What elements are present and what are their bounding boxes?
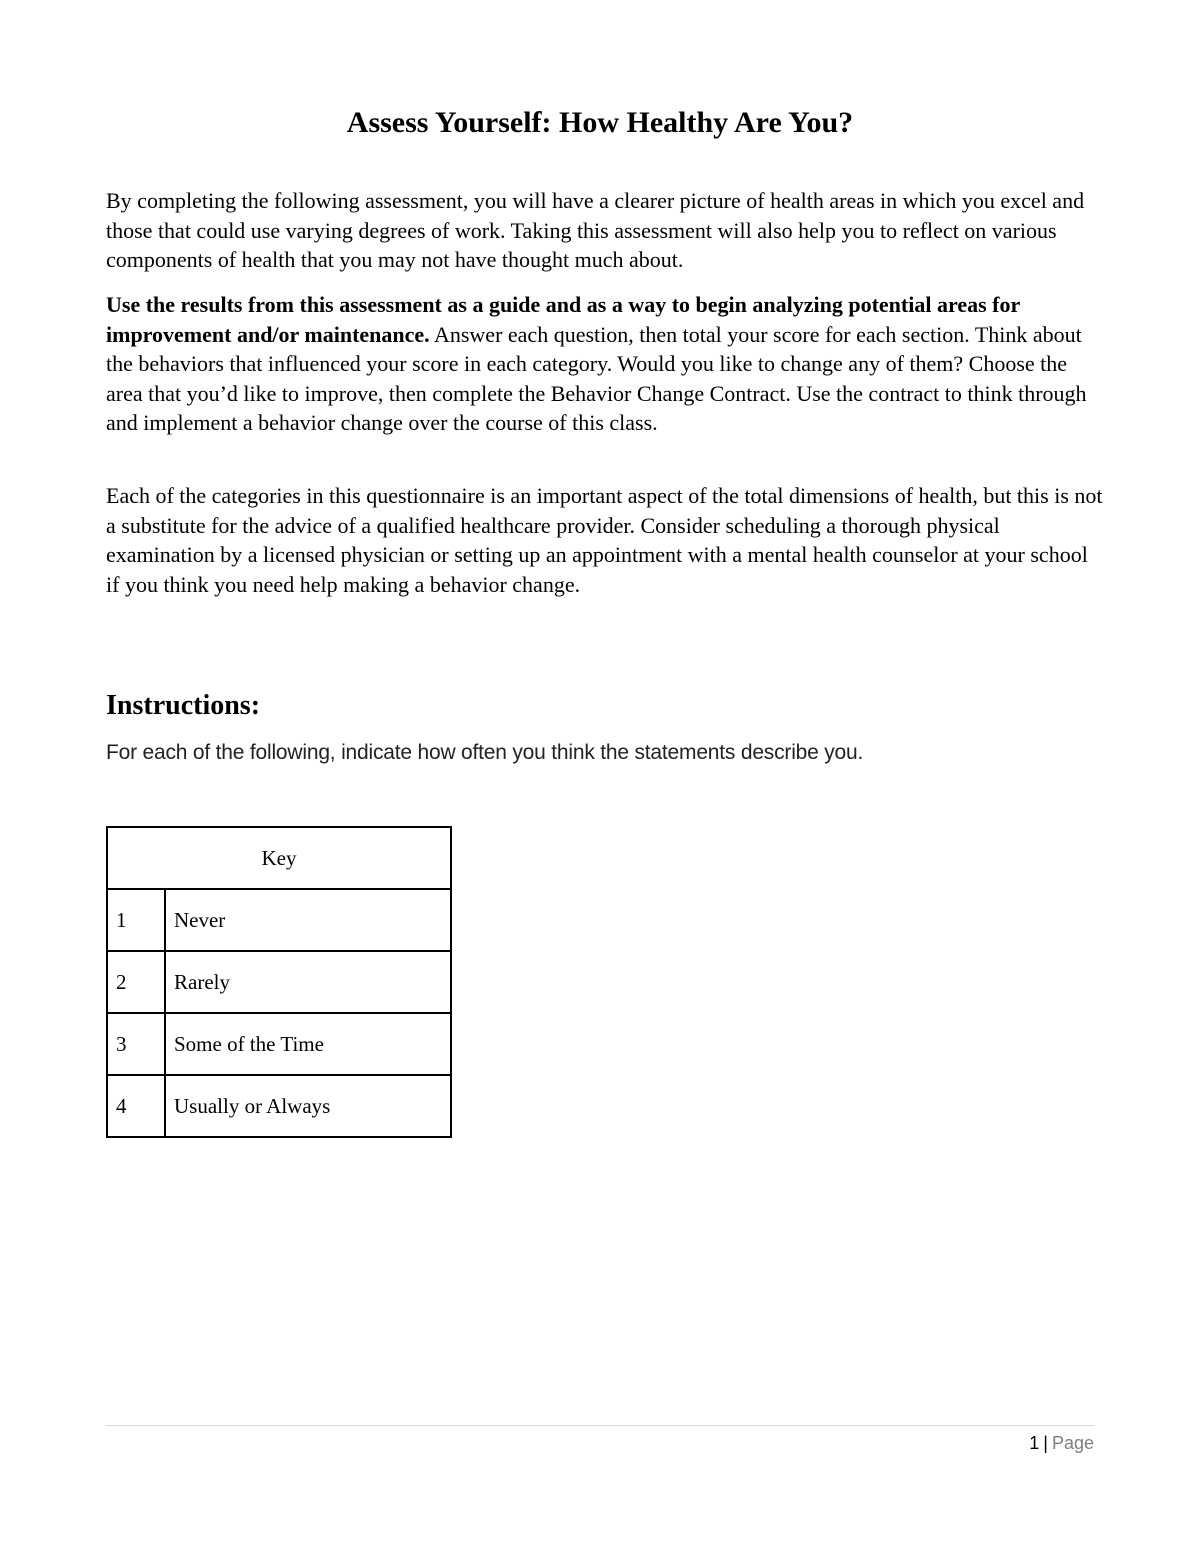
table-row bbox=[107, 1075, 451, 1137]
footer-separator: | bbox=[1043, 1433, 1048, 1453]
key-number: 3 bbox=[107, 1013, 165, 1075]
key-label: Some of the Time bbox=[165, 1013, 451, 1075]
key-label: Rarely bbox=[165, 951, 451, 1013]
key-number: 4 bbox=[107, 1075, 165, 1137]
instructions-heading: Instructions: bbox=[106, 690, 261, 721]
table-row bbox=[107, 951, 451, 1013]
guide-paragraph bbox=[106, 290, 1106, 438]
key-label: Never bbox=[165, 889, 451, 951]
key-table-header-row bbox=[107, 827, 451, 889]
page-title: Assess Yourself: How Healthy Are You? bbox=[346, 106, 854, 139]
guide-paragraph-rest: Answer each question, then total your score for each section. Think about the behaviors that influenced your score in each category. Would you like to change any of them? Choose the area that you’d like to improve, then complete the Behavior Change Contract. Use the contract to think through and implement a behavior change over the course of this class. bbox=[106, 321, 1087, 435]
table-row bbox=[107, 889, 451, 951]
footer-divider bbox=[106, 1425, 1094, 1426]
page-word: Page bbox=[1051, 1433, 1094, 1453]
guide-paragraph-bold: Use the results from this assessment as a guide and as a way to begin analyzing potential areas for improvement and/or maintenance. bbox=[106, 292, 1020, 347]
page-footer bbox=[1029, 1433, 1094, 1454]
key-number: 2 bbox=[107, 951, 165, 1013]
key-label: Usually or Always bbox=[165, 1075, 451, 1137]
key-number: 1 bbox=[107, 889, 165, 951]
intro-paragraph: By completing the following assessment, you will have a clearer picture of health areas in which you excel and those that could use varying degrees of work. Taking this assessment will also help you to reflect on various components of health that you may not have thought much about. bbox=[106, 188, 1085, 272]
page-number: 1 bbox=[1029, 1433, 1040, 1453]
key-table bbox=[106, 826, 452, 1138]
table-row bbox=[107, 1013, 451, 1075]
key-table-header: Key bbox=[107, 827, 451, 889]
disclaimer-paragraph: Each of the categories in this questionnaire is an important aspect of the total dimensions of health, but this is not a substitute for the advice of a qualified healthcare provider. Consider scheduling a thorough physical examination by a licensed physician or setting up an appointment with a mental health counselor at your school if you think you need help making a behavior change. bbox=[106, 483, 1103, 597]
instructions-text: For each of the following, indicate how often you think the statements describe you. bbox=[106, 741, 864, 764]
